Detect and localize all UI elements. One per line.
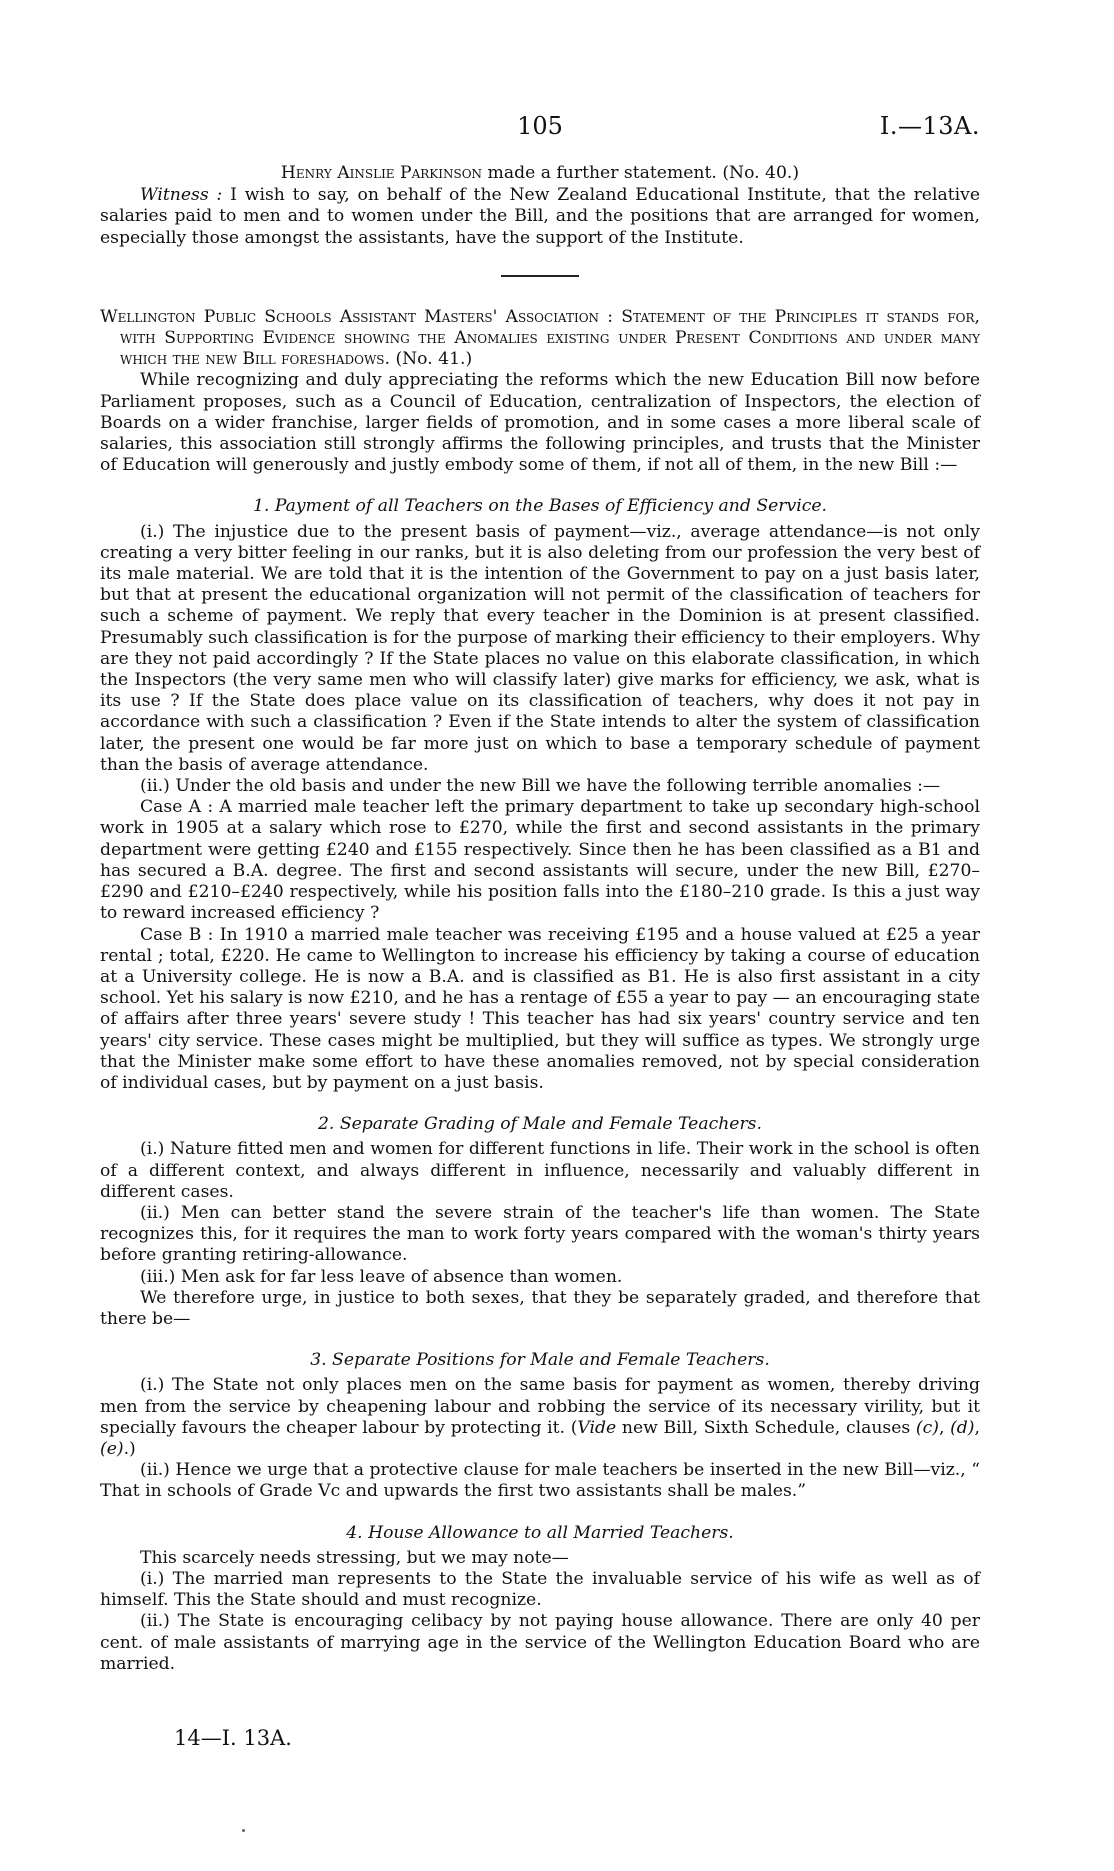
section-1-paragraph-i: (i.) The injustice due to the present basis of payment—viz., average attendance—is not only creating a very bitter feeling in our ranks, but it is also deleting from our profession the very best of its male material. We are told that it is the intention of the Government to pay on a just basis later, but that at present the educational organization will not permit of the classification of teachers for such a scheme of payment. We reply that every teacher in the Dominion is at present classified. Presumably such classification is for the purpose of marking their efficiency to their employers. Why are they not paid accordingly ? If the State places no value on this elaborate classification, in which the Inspectors (the very same men who will classify later) give marks for efficiency, we ask, what is its use ? If the State does place value on its classification of teachers, why does it not pay in accordance with such a classification ? Even if the State intends to alter the system of classification later, the present one would be far more just on which to base a temporary schedule of payment than the basis of average attendance.: [100, 521, 980, 775]
document-page: [100, 0, 980, 1871]
section-2-paragraph-i: (i.) Nature fitted men and women for different functions in life. Their work in the school is often of a different context, and always different in influence, necessarily and valuably different in different cases.: [100, 1139, 980, 1202]
case-b-paragraph: Case B : In 1910 a married male teacher was receiving £195 and a house valued at £25 a year rental ; total, £220. He came to Wellington to increase his efficiency by taking a course of education at a University college. He is now a B.A. and is classified as B1. He is also first assistant in a city school. Yet his salary is now £210, and he has a rentage of £55 a year to pay — an encouraging state of affairs after three years' severe study ! This teacher has had six years' country service and ten years' city service. These cases might be multiplied, but they will suffice as types. We strongly urge that the Minister make some effort to have these anomalies removed, not by special consideration of individual cases, but by payment on a just basis.: [100, 924, 980, 1093]
section-1-paragraph-ii: (ii.) Under the old basis and under the new Bill we have the following terrible anomalies :—: [140, 776, 941, 797]
witness-label: Witness :: [140, 185, 223, 206]
section-4-heading: 4. House Allowance to all Married Teachers.: [346, 1522, 734, 1543]
signature-mark: 14—I. 13A.: [174, 1726, 292, 1750]
section-2-heading: 2. Separate Grading of Male and Female Teachers.: [318, 1114, 762, 1135]
section-3-p1-text: (i.) The State not only places men on the same basis for payment as women, thereby driving men from the service by cheapening labour and robbing the service of its necessary virility, but it specially favours the cheaper labour by protecting it. (: [100, 1375, 980, 1438]
section-3-paragraph-i: [100, 1375, 980, 1460]
witness-statement: I wish to say, on behalf of the New Zealand Educational Institute, that the relative salaries paid to men and to women under the Bill, and the positions that are arranged for women, especially those amongst the assistants, have the support of the Institute.: [100, 185, 980, 248]
witness-name: Henry Ainslie Parkinson: [280, 163, 483, 183]
statement-41-intro: While recognizing and duly appreciating the reforms which the new Education Bill now before Parliament proposes, such as a Council of Education, centralization of Inspectors, the election of Boards on a wider franchise, larger fields of promotion, and in some cases a more liberal scale of salaries, this association still strongly affirms the following principles, and trusts that the Minister of Education will generously and justly embody some of them, if not all of them, in the new Bill :—: [100, 370, 980, 476]
section-3-heading: 3. Separate Positions for Male and Female Teachers.: [310, 1350, 770, 1371]
section-2-paragraph-conclusion: We therefore urge, in justice to both sexes, that they be separately graded, and therefore that there be—: [100, 1287, 980, 1329]
section-3-p1-clause-text: new Bill, Sixth Schedule, clauses: [616, 1417, 916, 1438]
statement-40-title-rest: made a further statement. (No. 40.): [482, 163, 800, 183]
paper-reference: I.—13A.: [879, 112, 980, 140]
paper-speck: [242, 1829, 245, 1832]
section-1-heading: 1. Payment of all Teachers on the Bases of Efficiency and Service.: [253, 496, 827, 517]
clause-separator: ,: [938, 1417, 951, 1438]
statement-41-number: (No. 41.): [395, 349, 473, 370]
statement-40-title: [100, 163, 980, 184]
page-number: 105: [517, 112, 563, 140]
section-3-paragraph-ii: (ii.) Hence we urge that a protective clause for male teachers be inserted in the new Bill—viz., “ That in schools of Grade Vc and upwards the first two assistants shall be males.”: [100, 1460, 980, 1502]
section-divider: [501, 275, 579, 277]
clause-e: (e): [100, 1438, 124, 1459]
association-title: Wellington Public Schools Assistant Masters' Association : Statement of the Principles it stands for, with Supporting Evidence showing the Anomalies existing under Present Conditions and under many which the new Bill foreshadows.: [100, 306, 980, 370]
statement-40-text: [100, 185, 980, 249]
case-a-paragraph: Case A : A married male teacher left the primary department to take up secondary high-school work in 1905 at a salary which rose to £270, while the first and second assistants in the primary department were getting £240 and £155 respectively. Since then he has been classified as a B1 and has secured a B.A. degree. The first and second assistants will secure, under the new Bill, £270–£290 and £210–£240 respectively, while his position falls into the £180–210 grade. Is this a just way to reward increased efficiency ?: [100, 797, 980, 924]
section-4-paragraph-ii: (ii.) The State is encouraging celibacy by not paying house allowance. There are only 40 per cent. of male assistants of marrying age in the service of the Wellington Education Board who are married.: [100, 1611, 980, 1674]
document-body: [100, 163, 980, 1675]
clause-separator: ,: [974, 1417, 980, 1438]
section-4-paragraph-i: (i.) The married man represents to the State the invaluable service of his wife as well as of himself. This the State should and must recognize.: [100, 1568, 980, 1611]
section-4-paragraph-note: This scarcely needs stressing, but we may note—: [140, 1547, 569, 1568]
section-2-paragraph-iii: (iii.) Men ask for far less leave of absence than women.: [140, 1266, 623, 1287]
statement-41-title: [100, 307, 980, 371]
clause-c: (c): [915, 1417, 939, 1438]
section-2-paragraph-ii: (ii.) Men can better stand the severe strain of the teacher's life than women. The State recognizes this, for it requires the man to work forty years compared with the woman's thirty years before granting retiring-allowance.: [100, 1202, 980, 1266]
section-3-p1-end: .): [123, 1438, 136, 1459]
clause-d: (d): [950, 1417, 975, 1438]
vide-word: Vide: [577, 1417, 617, 1438]
